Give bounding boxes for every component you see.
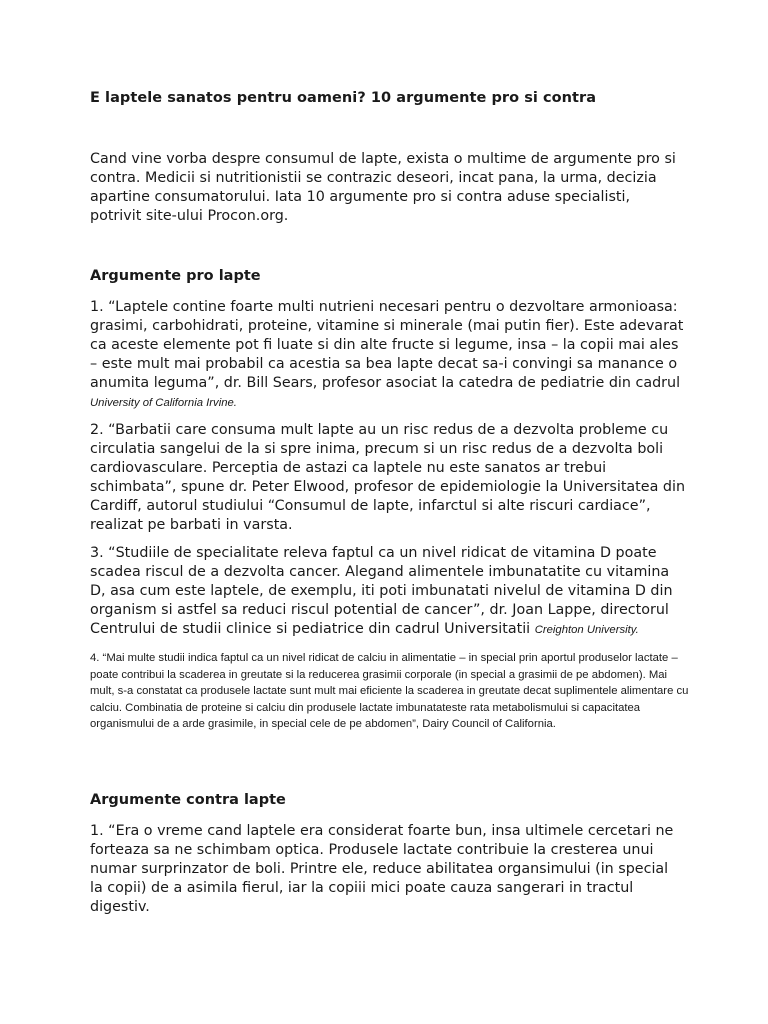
intro-paragraph: Cand vine vorba despre consumul de lapte, exista o multime de argumente pro si contra. Medicii si nutritionistii se contrazic deseori, incat pana, la urma, decizia apartine consumatorului. Iata 10 argumente pro si contra aduse specialisti, potrivit site-ului Procon.org. xyxy=(90,151,676,225)
pro-argument-1-text: 1. “Laptele contine foarte multi nutrieni necesari pentru o dezvoltare armonioasa: grasimi, carbohidrati, proteine, vitamine si minerale (mai putin fier). Este adevarat ca aceste elemente pot fi luate si din alte fructe si legume, insa – la copii mai ales – este mult mai probabil ca acestia sa bea lapte decat sa-i convingi sa manance o anumita leguma”, dr. Bill Sears, profesor asociat la catedra de pediatrie din cadrul xyxy=(90,299,684,392)
pro-argument-2: 2. “Barbatii care consuma mult lapte au un risc redus de a dezvolta probleme cu circulatia sangelui de la si spre inima, precum si un risc redus de a dezvolta boli cardiovasculare. Perceptia de astazi ca laptele nu este sanatos ar trebui schimbata”, spune dr. Peter Elwood, profesor de epidemiologie la Universitatea din Cardiff, autorul studiului “Consumul de lapte, infarctul si alte riscuri cardiace”, realizat pe barbati in varsta. xyxy=(90,422,686,534)
pro-section-heading: Argumente pro lapte xyxy=(90,268,261,284)
pro-argument-3-text: 3. “Studiile de specialitate releva faptul ca un nivel ridicat de vitamina D poate scadea riscul de a dezvolta cancer. Alegand alimentele imbunatatite cu vitamina D, asa cum este laptele, de exemplu, iti poti imbunatati nivelul de vitamina D din organism si astfel sa reduci riscul potential de cancer”, dr. Joan Lappe, directorul Centrului de studii clinice si pediatrice din cadrul Universitatii xyxy=(90,545,673,638)
pro-argument-1 xyxy=(90,298,685,414)
pro-argument-4: 4. “Mai multe studii indica faptul ca un nivel ridicat de calciu in alimentatie – in special prin aportul produselor lactate – poate contribui la scaderea in greutate si la reducerea grasimii corporale (in special a grasimii de pe abdomen). Mai mult, s-a constatat ca produsele lactate sunt mult mai eficiente la scaderea in greutate decat suplimentele alimentare cu calciu. Combinatia de proteine si calciu din produsele lactate imbunatateste rata metabolismului si capacitatea organismului de a arde grasimile, in special cele de pe abdomen”, Dairy Council of California. xyxy=(90,652,689,731)
contra-argument-1: 1. “Era o vreme cand laptele era considerat foarte bun, insa ultimele cercetari ne forteaza sa ne schimbam optica. Produsele lactate contribuie la cresterea unui numar surprinzator de boli. Printre ele, reduce abilitatea organsimului (in special la copii) de a asimila fierul, iar la copiii mici poate cauza sangerari in tractul digestiv. xyxy=(90,823,674,916)
contra-section-heading: Argumente contra lapte xyxy=(90,792,286,808)
pro-argument-3-source: Creighton University. xyxy=(534,624,639,637)
pro-argument-1-source: University of California Irvine. xyxy=(90,397,237,410)
document-title: E laptele sanatos pentru oameni? 10 argumente pro si contra xyxy=(90,90,597,106)
pro-argument-3 xyxy=(90,544,685,640)
